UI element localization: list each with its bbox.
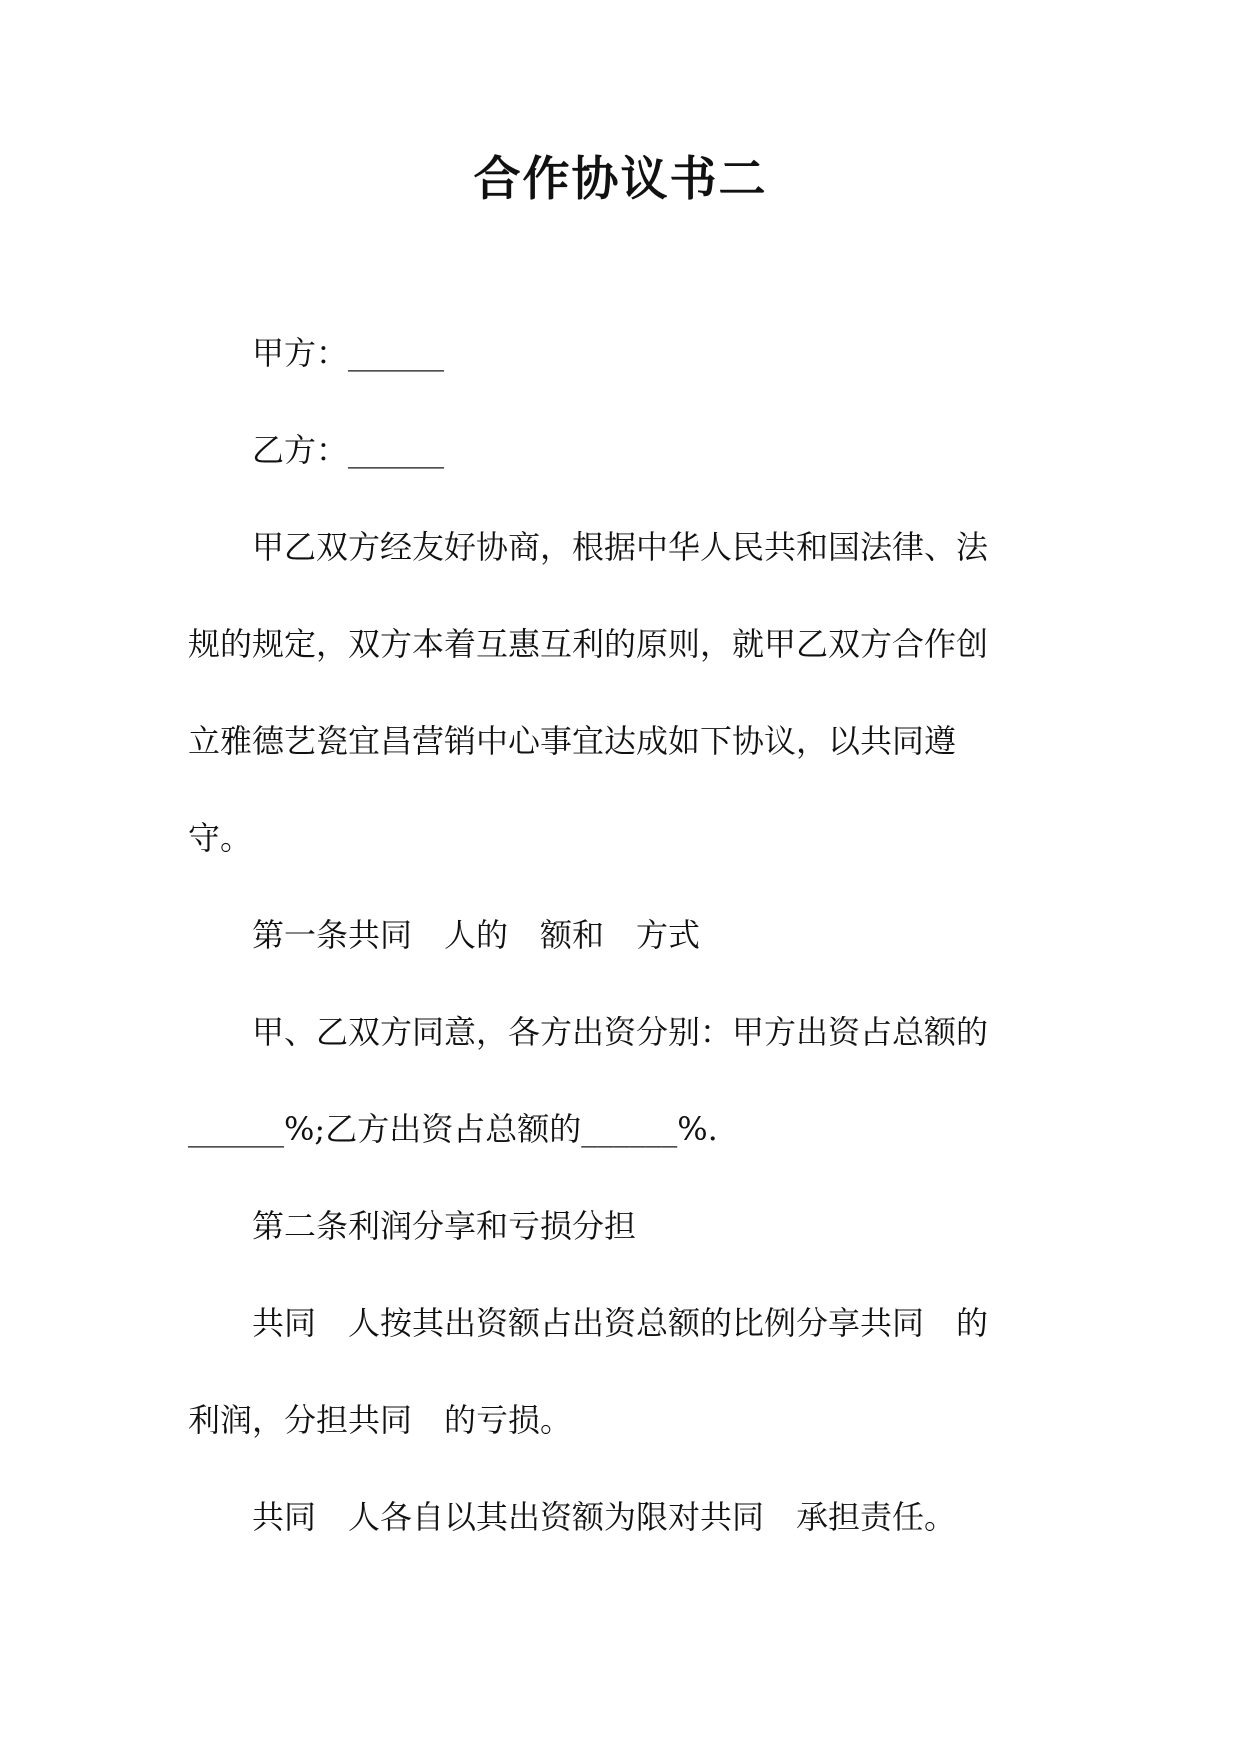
document-title: 合作协议书二 [473,152,768,207]
article-1-line-2: ______%;乙方出资占总额的______%. [188,1110,718,1148]
preamble-line-1: 甲乙双方经友好协商，根据中华人民共和国法律、法 [252,528,989,566]
article-2-line-1: 共同 人按其出资额占出资总额的比例分享共同 的 [252,1304,989,1342]
preamble-line-3: 立雅德艺瓷宜昌营销中心事宜达成如下协议，以共同遵 [188,722,957,760]
document-body [188,305,1024,1566]
party-b-line: 乙方：______ [252,431,445,469]
preamble-line-4: 守。 [188,819,253,857]
article-2-line-2: 利润，分担共同 的亏损。 [188,1401,573,1439]
party-a-line: 甲方：______ [252,334,445,372]
article-2-line-3: 共同 人各自以其出资额为限对共同 承担责任。 [252,1498,957,1536]
article-2-heading: 第二条利润分享和亏损分担 [252,1207,637,1245]
preamble-line-2: 规的规定，双方本着互惠互利的原则，就甲乙双方合作创 [188,625,989,663]
article-1-line-1: 甲、乙双方同意，各方出资分别：甲方出资占总额的 [252,1013,989,1051]
article-1-heading: 第一条共同 人的 额和 方式 [252,916,701,954]
